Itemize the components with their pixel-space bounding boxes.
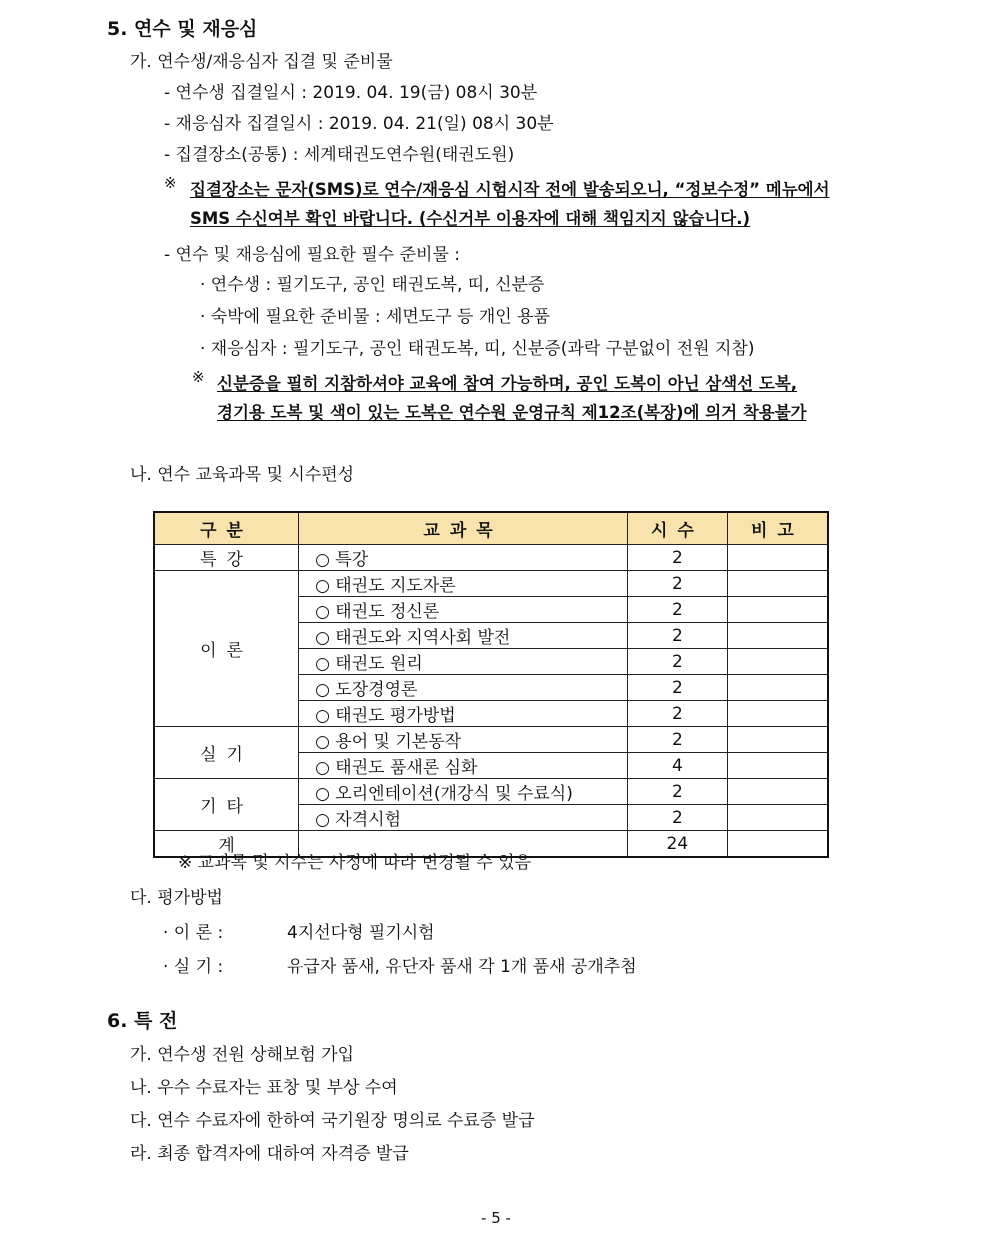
subject-cell: ○ 태권도 평가방법 (299, 701, 628, 727)
subject-cell: ○ 도장경영론 (299, 675, 628, 701)
subject-cell: ○ 자격시험 (299, 805, 628, 831)
eval-theory-value: 4지선다형 필기시험 (287, 923, 435, 943)
subject-cell: ○ 오리엔테이션(개강식 및 수료식) (299, 779, 628, 805)
benefit-item: 가. 연수생 전원 상해보험 가입 (130, 1045, 355, 1065)
hours-cell: 2 (628, 623, 728, 649)
hours-cell: 2 (628, 675, 728, 701)
subject-cell: ○ 특강 (299, 545, 628, 571)
hours-cell: 2 (628, 727, 728, 753)
remarks-cell (727, 727, 828, 753)
warning-mark: ※ (192, 368, 205, 386)
remarks-cell (727, 753, 828, 779)
total-label: 계 (154, 831, 299, 858)
hours-cell: 2 (628, 545, 728, 571)
subject-cell: ○ 태권도 정신론 (299, 597, 628, 623)
remarks-cell (727, 571, 828, 597)
page-number: - 5 - (481, 1209, 511, 1227)
header-subject: 교과목 (299, 512, 628, 545)
benefit-item: 다. 연수 수료자에 한하여 국기원장 명의로 수료증 발급 (130, 1111, 535, 1131)
subsection-na-title: 나. 연수 교육과목 및 시수편성 (130, 465, 355, 485)
benefit-item: 나. 우수 수료자는 표창 및 부상 수여 (130, 1078, 398, 1098)
subsection-da-title: 다. 평가방법 (130, 888, 223, 908)
prep-item: · 재응심자 : 필기도구, 공인 태권도복, 띠, 신분증(과락 구분없이 전원 지참) (200, 339, 755, 359)
subject-cell: ○ 태권도 품새론 심화 (299, 753, 628, 779)
subject-cell: ○ 태권도 원리 (299, 649, 628, 675)
category-cell: 이론 (154, 571, 299, 727)
header-category: 구분 (154, 512, 299, 545)
remarks-cell (727, 597, 828, 623)
hours-cell: 2 (628, 805, 728, 831)
hours-cell: 2 (628, 701, 728, 727)
category-cell: 기타 (154, 779, 299, 831)
remarks-cell (727, 623, 828, 649)
section-6-heading: 6. 특 전 (107, 1010, 178, 1032)
prep-title: - 연수 및 재응심에 필요한 필수 준비물 : (164, 245, 461, 265)
prep-item: · 숙박에 필요한 준비물 : 세면도구 등 개인 용품 (200, 307, 550, 327)
remarks-cell (727, 779, 828, 805)
remarks-cell (727, 701, 828, 727)
subsection-ga-title: 가. 연수생/재응심자 집결 및 준비물 (130, 52, 393, 72)
eval-practice-value: 유급자 품새, 유단자 품새 각 1개 품새 공개추첨 (287, 957, 637, 977)
remarks-cell (727, 675, 828, 701)
notice-mark: ※ (164, 174, 177, 192)
table-row (154, 545, 828, 571)
table-footnote: ※ 교과목 및 시수는 사정에 따라 변경될 수 있음 (178, 853, 532, 873)
table-row (154, 571, 828, 597)
hours-cell: 2 (628, 649, 728, 675)
table-row (154, 779, 828, 805)
category-cell: 특강 (154, 545, 299, 571)
eval-theory-label: · 이 론 : (163, 923, 224, 943)
hours-cell: 2 (628, 779, 728, 805)
table-header-row (154, 512, 828, 545)
total-hours: 24 (628, 831, 728, 858)
hours-cell: 4 (628, 753, 728, 779)
list-item: - 재응심자 집결일시 : 2019. 04. 21(일) 08시 30분 (164, 114, 554, 134)
hours-cell: 2 (628, 597, 728, 623)
subject-cell: ○ 태권도와 지역사회 발전 (299, 623, 628, 649)
prep-item: · 연수생 : 필기도구, 공인 태권도복, 띠, 신분증 (200, 275, 545, 295)
list-item: - 집결장소(공통) : 세계태권도연수원(태권도원) (164, 145, 515, 165)
hours-cell: 2 (628, 571, 728, 597)
benefit-item: 라. 최종 합격자에 대하여 자격증 발급 (130, 1144, 409, 1164)
header-remarks: 비고 (727, 512, 828, 545)
curriculum-table (153, 511, 829, 858)
header-hours: 시수 (628, 512, 728, 545)
subject-cell: ○ 용어 및 기본동작 (299, 727, 628, 753)
warning-line-2: 경기용 도복 및 색이 있는 도복은 연수원 운영규칙 제12조(복장)에 의거 착용불가 (217, 403, 807, 422)
eval-practice-label: · 실 기 : (163, 957, 224, 977)
subject-cell: ○ 태권도 지도자론 (299, 571, 628, 597)
table-row (154, 727, 828, 753)
remarks-cell (727, 649, 828, 675)
remarks-cell (727, 545, 828, 571)
warning-line-1: 신분증을 필히 지참하셔야 교육에 참여 가능하며, 공인 도복이 아닌 삼색선 도복, (217, 374, 798, 393)
notice-line-2: SMS 수신여부 확인 바랍니다. (수신거부 이용자에 대해 책임지지 않습니다.) (190, 209, 751, 228)
remarks-cell (727, 805, 828, 831)
section-5-heading: 5. 연수 및 재응심 (107, 18, 258, 40)
notice-line-1: 집결장소는 문자(SMS)로 연수/재응심 시험시작 전에 발송되오니, “정보수정” 메뉴에서 (190, 180, 830, 199)
category-cell: 실기 (154, 727, 299, 779)
remarks-cell (727, 831, 828, 858)
list-item: - 연수생 집결일시 : 2019. 04. 19(금) 08시 30분 (164, 83, 538, 103)
